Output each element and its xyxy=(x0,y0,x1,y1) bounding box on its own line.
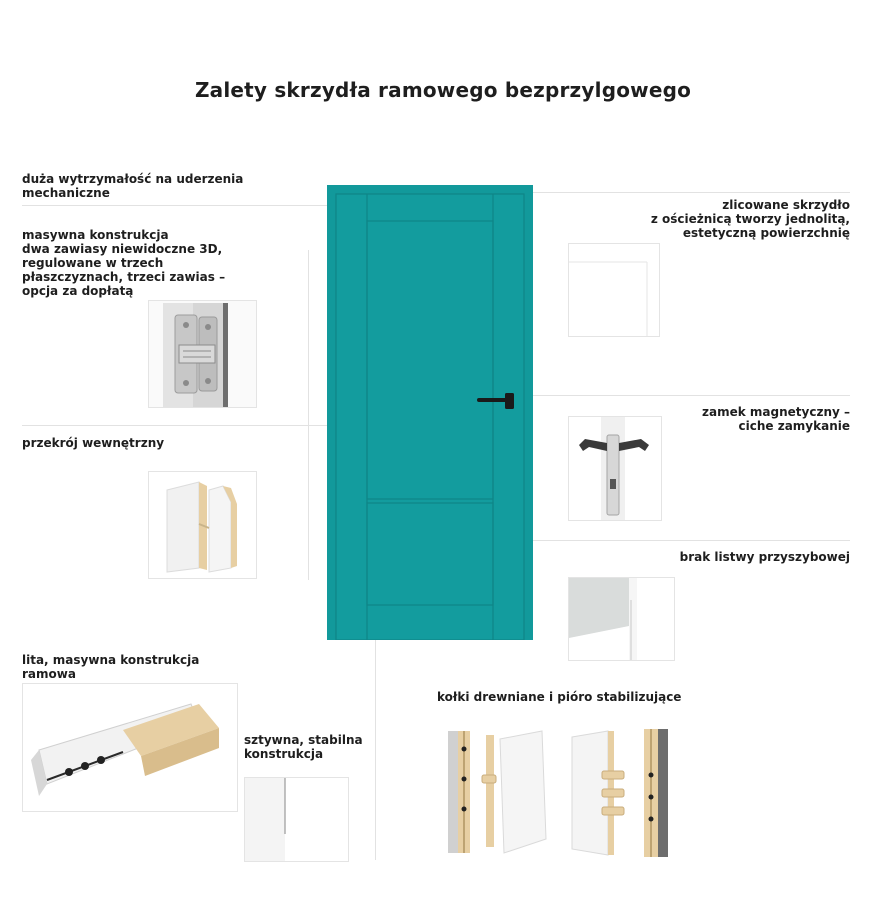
label-no-glazing-bead: brak listwy przyszybowej xyxy=(679,550,850,564)
door-leaf xyxy=(336,194,524,640)
dowels-image-right xyxy=(568,727,676,859)
connector-line xyxy=(505,540,850,541)
label-impact-resistance: duża wytrzymałość na uderzenia mechaniczne xyxy=(22,172,244,200)
magnetic-lock-image xyxy=(568,416,662,521)
solid-frame-image xyxy=(22,683,238,812)
connector-line xyxy=(308,250,309,580)
hinge-image xyxy=(148,300,257,408)
label-rigid: sztywna, stabilna konstrukcja xyxy=(244,733,363,761)
label-solid-frame: lita, masywna konstrukcja ramowa xyxy=(22,653,200,681)
connector-line xyxy=(22,205,327,206)
connector-line xyxy=(532,395,850,396)
label-hinges: masywna konstrukcja dwa zawiasy niewidoczne 3D, regulowane w trzech płaszczyznach, trzeci zawias – opcja za dopłatą xyxy=(22,228,226,298)
label-magnetic-lock: zamek magnetyczny – ciche zamykanie xyxy=(702,405,850,433)
page-title: Zalety skrzydła ramowego bezprzylgowego xyxy=(194,78,692,102)
connector-line xyxy=(375,640,376,860)
connector-line xyxy=(22,425,327,426)
no-glazing-bead-image xyxy=(568,577,675,661)
door-illustration xyxy=(327,185,533,640)
label-flush: zlicowane skrzydło z ościeżnicą tworzy jednolitą, estetyczną powierzchnię xyxy=(650,198,850,240)
cross-section-image xyxy=(148,471,257,579)
rigid-construction-image xyxy=(244,777,349,862)
flush-surface-image xyxy=(568,243,660,337)
label-dowels: kołki drewniane i pióro stabilizujące xyxy=(437,690,682,704)
label-cross-section: przekrój wewnętrzny xyxy=(22,436,165,450)
connector-line xyxy=(532,192,850,193)
dowels-image-left xyxy=(446,727,550,857)
